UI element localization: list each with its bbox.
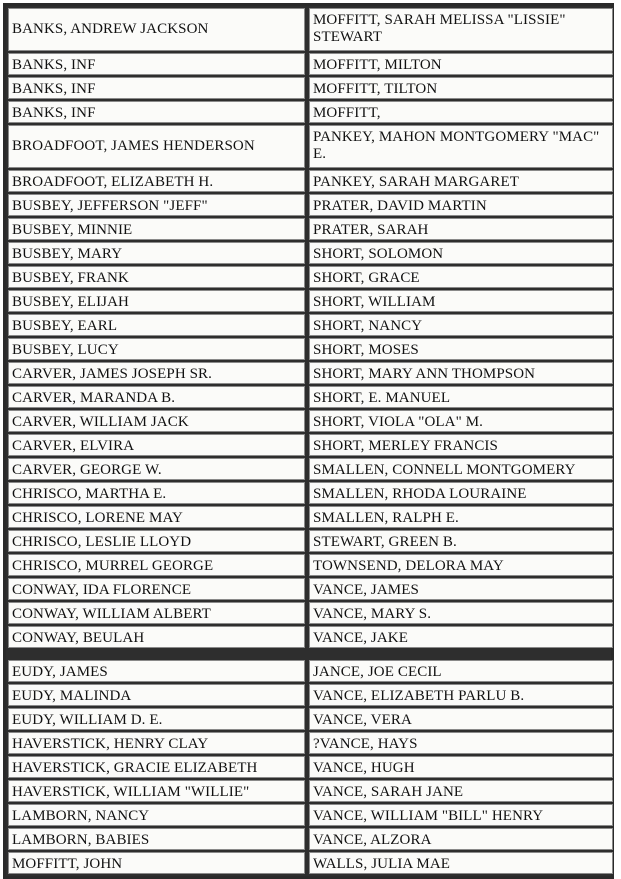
table-cell-left: EUDY, WILLIAM D. E. <box>8 708 305 730</box>
table-cell-left: CONWAY, IDA FLORENCE <box>8 578 305 600</box>
table-cell-right: MOFFITT, MILTON <box>309 53 613 75</box>
table-cell-left: LAMBORN, NANCY <box>8 804 305 826</box>
table-cell-left: BUSBEY, EARL <box>8 314 305 336</box>
table-cell-left: BROADFOOT, ELIZABETH H. <box>8 170 305 192</box>
table-cell-right: SMALLEN, CONNELL MONTGOMERY <box>309 458 613 480</box>
table-cell-left: BUSBEY, ELIJAH <box>8 290 305 312</box>
table-cell-left: BANKS, INF <box>8 101 305 123</box>
table-cell-right: VANCE, WILLIAM "BILL" HENRY <box>309 804 613 826</box>
table-cell-right: MOFFITT, <box>309 101 613 123</box>
table-cell-right: ?VANCE, HAYS <box>309 732 613 754</box>
table-cell-right: SHORT, WILLIAM <box>309 290 613 312</box>
table-cell-right: STEWART, GREEN B. <box>309 530 613 552</box>
table-cell-left: HAVERSTICK, WILLIAM "WILLIE" <box>8 780 305 802</box>
table-cell-right: VANCE, SARAH JANE <box>309 780 613 802</box>
table-cell-left: BROADFOOT, JAMES HENDERSON <box>8 125 305 168</box>
table-cell-right: MOFFITT, TILTON <box>309 77 613 99</box>
table-cell-right: SHORT, MARY ANN THOMPSON <box>309 362 613 384</box>
table-cell-left: BANKS, INF <box>8 53 305 75</box>
table-cell-left: BUSBEY, LUCY <box>8 338 305 360</box>
table-cell-left: HAVERSTICK, HENRY CLAY <box>8 732 305 754</box>
table-cell-right: VANCE, MARY S. <box>309 602 613 624</box>
table-cell-right: SHORT, MOSES <box>309 338 613 360</box>
table-cell-left: CARVER, GEORGE W. <box>8 458 305 480</box>
table-cell-left: CHRISCO, MURREL GEORGE <box>8 554 305 576</box>
table-cell-left: CHRISCO, MARTHA E. <box>8 482 305 504</box>
table-cell-left: CONWAY, WILLIAM ALBERT <box>8 602 305 624</box>
table-cell-right: WALLS, JULIA MAE <box>309 852 613 874</box>
table-cell-right: PANKEY, SARAH MARGARET <box>309 170 613 192</box>
table-cell-right: SHORT, SOLOMON <box>309 242 613 264</box>
table-cell-right: VANCE, HUGH <box>309 756 613 778</box>
table-cell-left: BUSBEY, MINNIE <box>8 218 305 240</box>
table-cell-right: SHORT, VIOLA "OLA" M. <box>309 410 613 432</box>
table-cell-right: VANCE, JAMES <box>309 578 613 600</box>
table-cell-right: TOWNSEND, DELORA MAY <box>309 554 613 576</box>
table-cell-left: EUDY, MALINDA <box>8 684 305 706</box>
table-cell-left: BANKS, INF <box>8 77 305 99</box>
table-cell-left: CONWAY, BEULAH <box>8 626 305 648</box>
table-cell-left: CARVER, ELVIRA <box>8 434 305 456</box>
table-cell-right: SMALLEN, RHODA LOURAINE <box>309 482 613 504</box>
table-cell-left: BUSBEY, FRANK <box>8 266 305 288</box>
table-cell-right: VANCE, ELIZABETH PARLU B. <box>309 684 613 706</box>
table-section-bottom <box>6 658 611 876</box>
table-cell-right: MOFFITT, SARAH MELISSA "LISSIE" STEWART <box>309 8 613 51</box>
table-cell-right: SHORT, NANCY <box>309 314 613 336</box>
table-cell-right: SHORT, GRACE <box>309 266 613 288</box>
table-cell-left: LAMBORN, BABIES <box>8 828 305 850</box>
table-cell-right: PANKEY, MAHON MONTGOMERY "MAC" E. <box>309 125 613 168</box>
table-cell-right: VANCE, VERA <box>309 708 613 730</box>
table-cell-left: CARVER, JAMES JOSEPH SR. <box>8 362 305 384</box>
table-cell-left: MOFFITT, JOHN <box>8 852 305 874</box>
table-cell-left: BUSBEY, JEFFERSON "JEFF" <box>8 194 305 216</box>
table-cell-left: EUDY, JAMES <box>8 660 305 682</box>
table-cell-left: BANKS, ANDREW JACKSON <box>8 8 305 51</box>
table-cell-left: CHRISCO, LESLIE LLOYD <box>8 530 305 552</box>
name-table <box>3 3 614 879</box>
table-cell-left: BUSBEY, MARY <box>8 242 305 264</box>
table-cell-right: VANCE, ALZORA <box>309 828 613 850</box>
table-cell-right: SHORT, MERLEY FRANCIS <box>309 434 613 456</box>
table-cell-left: CHRISCO, LORENE MAY <box>8 506 305 528</box>
table-cell-left: CARVER, WILLIAM JACK <box>8 410 305 432</box>
table-cell-right: SHORT, E. MANUEL <box>309 386 613 408</box>
table-section-top <box>6 6 611 650</box>
table-cell-right: SMALLEN, RALPH E. <box>309 506 613 528</box>
table-cell-right: PRATER, DAVID MARTIN <box>309 194 613 216</box>
table-cell-left: HAVERSTICK, GRACIE ELIZABETH <box>8 756 305 778</box>
table-cell-right: VANCE, JAKE <box>309 626 613 648</box>
table-cell-left: CARVER, MARANDA B. <box>8 386 305 408</box>
table-cell-right: PRATER, SARAH <box>309 218 613 240</box>
table-cell-right: JANCE, JOE CECIL <box>309 660 613 682</box>
